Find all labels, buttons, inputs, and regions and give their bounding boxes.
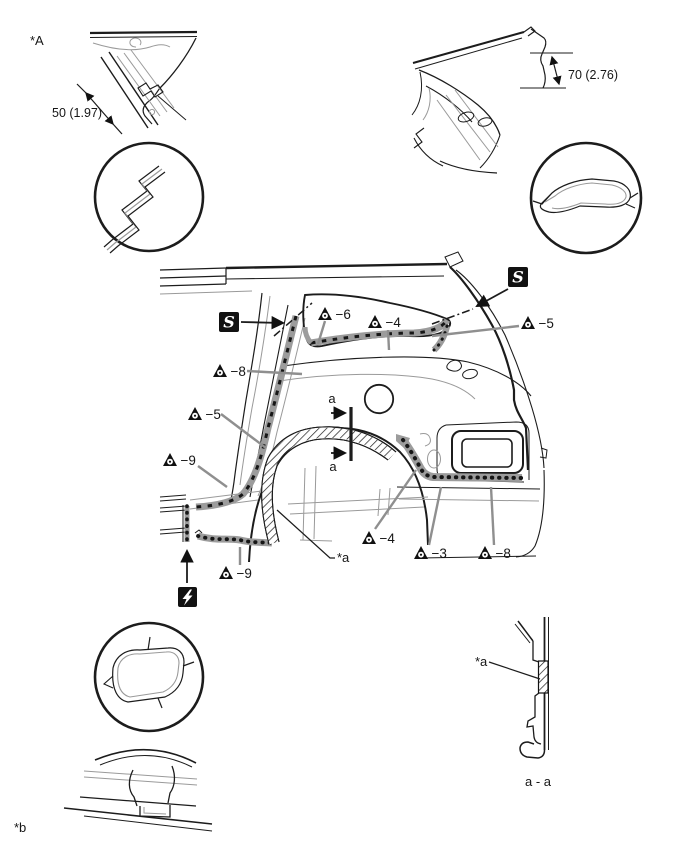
marker-label: −9 [236, 566, 252, 581]
dimension-70 [520, 53, 573, 88]
section-label-top: a [328, 391, 336, 406]
hatch-edge-inner [272, 439, 388, 542]
section-title: a - a [524, 774, 552, 789]
section-view-a-a [475, 617, 552, 789]
fuel-door-circle [365, 385, 393, 413]
wheel-arch-adhesive-hatch [266, 433, 392, 543]
view-ref-label-b: *b [14, 820, 27, 835]
marker-label: −4 [379, 531, 395, 546]
marker-label: −5 [205, 407, 221, 422]
marker-label: −9 [180, 453, 196, 468]
s-box-right-glyph: S [512, 267, 524, 287]
sealer-marker-4-lower [362, 531, 395, 546]
sealer-marker-5-right [521, 316, 554, 331]
marker-label: −3 [431, 546, 447, 561]
sealer-marker-6 [318, 307, 351, 322]
bottom-left-detail-view [14, 623, 212, 835]
weld-seam-magnifier-circle-right [531, 143, 641, 253]
top-left-detail-view [30, 32, 203, 253]
sealer-marker-8-left [213, 364, 246, 379]
section-footnote-leader [489, 662, 540, 679]
sealer-marker-4-window [368, 315, 401, 330]
sealer-marker-9-upper [163, 453, 196, 468]
marker-label: −8 [230, 364, 246, 379]
rocker-detail-linework [64, 750, 212, 831]
footnote-a-leader [277, 510, 335, 558]
marker-label: −4 [385, 315, 401, 330]
weld-seam-magnifier-circle-bottom [95, 623, 203, 731]
view-ref-label: *A [30, 33, 44, 48]
s-box-left-glyph: S [223, 312, 235, 332]
marker-label: −6 [335, 307, 351, 322]
section-footnote-label: *a [475, 654, 488, 669]
marker-label: −5 [538, 316, 554, 331]
adhesive-hatch-section [539, 661, 549, 693]
dimension-label-70: 70 (2.76) [568, 68, 619, 82]
sealer-marker-8-right [478, 546, 511, 561]
marker-label: −8 [495, 546, 511, 561]
sealer-marker-5-left [188, 407, 221, 422]
main-quarter-panel-view [160, 252, 554, 607]
s-box-left-arrow [241, 322, 283, 323]
weld-seam-magnifier-circle [95, 143, 203, 253]
dimension-label-50: 50 (1.97) [52, 106, 103, 120]
sealer-marker-3 [414, 546, 447, 561]
section-label-bottom: a [329, 459, 337, 474]
rear-pillar-detail-linework [412, 27, 546, 173]
pillar-detail-linework [90, 32, 197, 128]
footnote-a-label: *a [337, 550, 350, 565]
sealer-marker-9-lower [219, 566, 252, 581]
top-right-detail-view [412, 27, 641, 253]
